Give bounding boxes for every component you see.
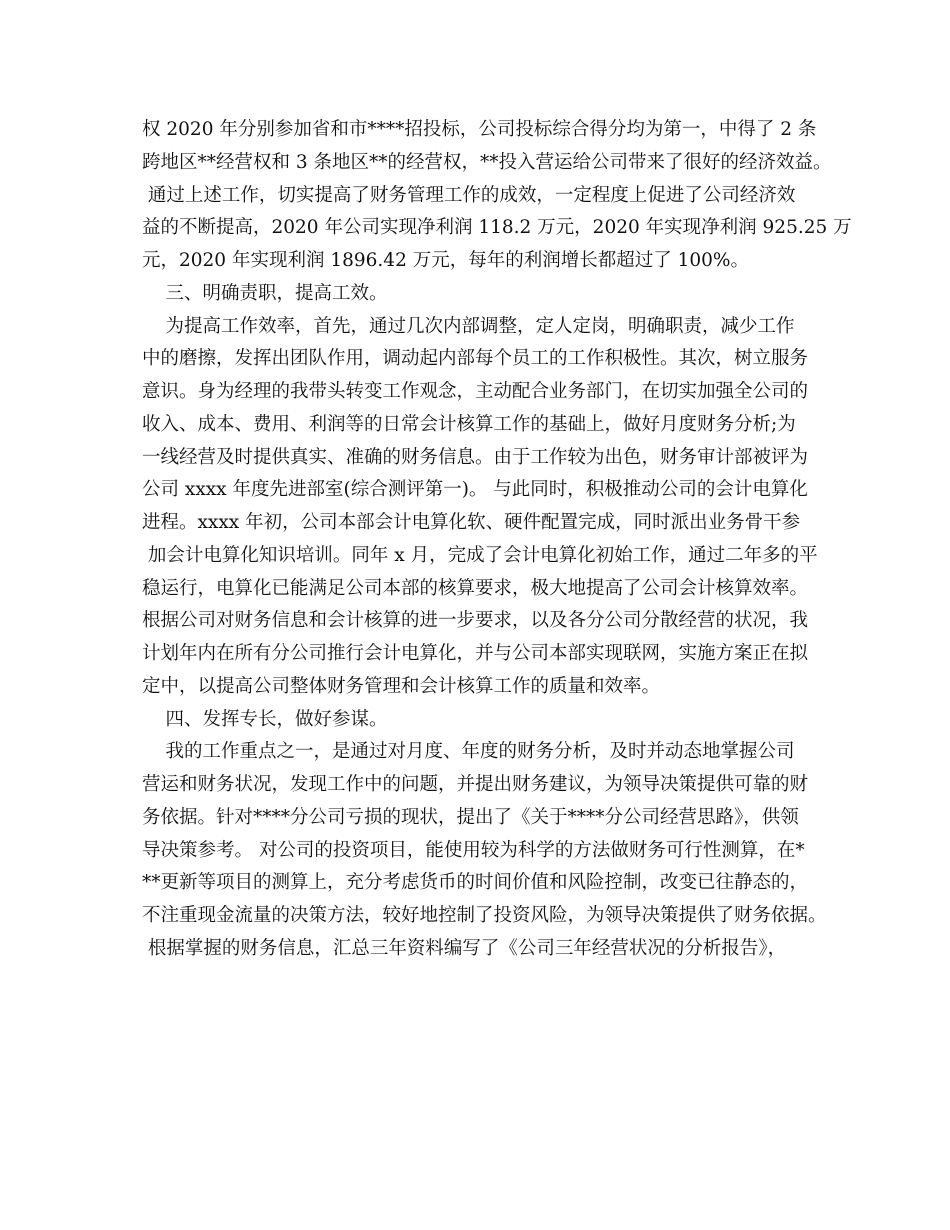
text-line: 为提高工作效率，首先，通过几次内部调整，定人定岗，明确职责，减少工作 (142, 316, 795, 337)
text-line: 收入、成本、费用、利润等的日常会计核算工作的基础上，做好月度财务分析;为 (142, 414, 796, 435)
text-line: 根据掌握的财务信息，汇总三年资料编写了《公司三年经营状况的分析报告》， (142, 938, 787, 959)
text-line: 导决策参考。 对公司的投资项目，能使用较为科学的方法做财务可行性测算，在* (142, 840, 805, 861)
text-line: 定中，以提高公司整体财务管理和会计核算工作的质量和效率。 (142, 676, 661, 697)
text-line: 意识。身为经理的我带头转变工作观念，主动配合业务部门，在切实加强全公司的 (142, 381, 809, 402)
text-line: 进程。xxxx 年初，公司本部会计电算化软、硬件配置完成，同时派出业务骨干参 (142, 512, 801, 533)
text-line: 益的不断提高，2020 年公司实现净利润 118.2 万元，2020 年实现净利润 925.25 万 (142, 217, 852, 238)
text-line: 不注重现金流量的决策方法，较好地控制了投资风险，为领导决策提供了财务依据。 (142, 905, 827, 926)
section-heading: 四、发挥专长，做好参谋。 (142, 709, 388, 730)
text-line: 元，2020 年实现利润 1896.42 万元，每年的利润增长都超过了 100%。 (142, 250, 749, 271)
text-line: 跨地区**经营权和 3 条地区**的经营权，**投入营运给公司带来了很好的经济效益。 (142, 152, 832, 173)
text-line: 加会计电算化知识培训。同年 x 月，完成了会计电算化初始工作，通过二年多的平 (142, 545, 818, 566)
text-line: 我的工作重点之一，是通过对月度、年度的财务分析，及时并动态地掌握公司 (142, 741, 795, 762)
text-line: 营运和财务状况，发现工作中的问题，并提出财务建议，为领导决策提供可靠的财 (142, 774, 809, 795)
text-line: 稳运行，电算化已能满足公司本部的核算要求，极大地提高了公司会计核算效率。 (142, 578, 809, 599)
text-line: 通过上述工作，切实提高了财务管理工作的成效，一定程度上促进了公司经济效 (142, 185, 796, 206)
text-line: 权 2020 年分别参加省和市****招投标，公司投标综合得分均为第一，中得了 2 条 (142, 119, 817, 140)
text-line: 务依据。针对****分公司亏损的现状，提出了《关于****分公司经营思路》，供领 (142, 807, 799, 828)
text-line: 一线经营及时提供真实、准确的财务信息。由于工作较为出色，财务审计部被评为 (142, 447, 809, 468)
text-line: **更新等项目的测算上，充分考虑货币的时间价值和风险控制，改变已往静态的， (142, 872, 809, 893)
section-heading: 三、明确责职，提高工效。 (142, 283, 388, 304)
text-line: 中的磨擦，发挥出团队作用，调动起内部每个员工的工作积极性。其次，树立服务 (142, 348, 809, 369)
text-line: 公司 xxxx 年度先进部室(综合测评第一)。 与此同时，积极推动公司的会计电算化 (142, 479, 808, 500)
text-line: 计划年内在所有分公司推行会计电算化，并与公司本部实现联网，实施方案正在拟 (142, 643, 809, 664)
text-line: 根据公司对财务信息和会计核算的进一步要求，以及各分公司分散经营的状况，我 (142, 610, 809, 631)
